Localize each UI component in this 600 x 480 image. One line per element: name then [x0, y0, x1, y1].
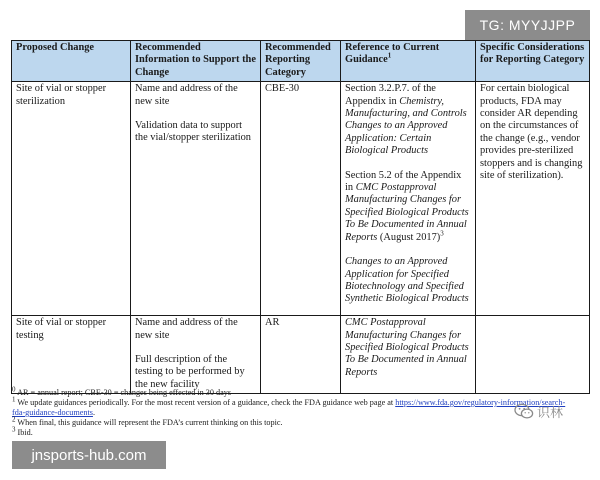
- cell-recommended-info: [131, 82, 261, 316]
- header-reference-guidance: [341, 41, 476, 82]
- header-proposed-change: Proposed Change: [12, 41, 131, 82]
- footnote-text: Ibid.: [17, 428, 33, 437]
- site-watermark-badge: jnsports-hub.com: [12, 441, 166, 469]
- cell-reference-guidance: [341, 316, 476, 394]
- wechat-watermark: [514, 400, 563, 422]
- header-recommended-info: Recommended Information to Support the Change: [131, 41, 261, 82]
- cell-specific-considerations: [476, 316, 590, 394]
- info-paragraph: Full description of the testing to be performed by the new facility: [135, 354, 245, 390]
- info-paragraph: Name and address of the new site: [135, 317, 238, 341]
- footnote-text: When final, this guidance will represent the FDA’s current thinking on this topic.: [17, 418, 283, 427]
- reference-date: (August 2017): [377, 231, 441, 243]
- header-reporting-category: Recommended Reporting Category: [261, 41, 341, 82]
- footnote-text: We update guidances periodically. For the most recent version of a guidance, check the FDA guidance web page at: [17, 398, 396, 407]
- table-row: [12, 316, 590, 394]
- cell-reporting-category: AR: [261, 316, 341, 394]
- guidance-table: [11, 40, 590, 394]
- reference-paragraph: [345, 83, 471, 157]
- table-row: [12, 82, 590, 316]
- cell-specific-considerations: For certain biological products, FDA may consider AR depending on the circumstances of the change (e.g., vendor provides pre-sterilized stoppers and is changing site of sterilization).: [476, 82, 590, 316]
- footnote-ref-1: 1: [387, 51, 392, 60]
- header-reference-label: Reference to Current Guidance: [345, 42, 440, 66]
- cell-recommended-info: [131, 316, 261, 394]
- footnote: [12, 385, 572, 398]
- reference-title: CMC Postapproval Manufacturing Changes for Specified Biological Products To Be Documented in Annual Reports: [345, 317, 469, 378]
- reference-title: Chemistry, Manufacturing, and Controls Changes to an Approved Application: Certain Biological Products: [345, 95, 467, 157]
- footnote: [12, 415, 572, 428]
- table-header-row: [12, 41, 590, 82]
- footnote-mark: 2: [12, 415, 16, 424]
- tg-watermark-badge: TG: MYYJJPP: [465, 10, 590, 40]
- cell-reporting-category: CBE-30: [261, 82, 341, 316]
- reference-text: Section 3.2.P.7. of the Appendix in: [345, 83, 436, 107]
- info-paragraph: Name and address of the new site: [135, 83, 238, 107]
- footnote-mark: 1: [12, 395, 16, 404]
- cell-proposed-change: Site of vial or stopper sterilization: [12, 82, 131, 316]
- footnote-ref-3: 3: [440, 229, 444, 238]
- cell-reference-guidance: [341, 82, 476, 316]
- reference-paragraph: [345, 170, 471, 244]
- footnote: [12, 395, 572, 418]
- footnote-mark: 3: [12, 425, 16, 434]
- reference-paragraph: [345, 317, 471, 379]
- reference-title: Changes to an Approved Application for Specified Biotechnology and Specified Synthetic Biological Products: [345, 256, 469, 305]
- footnote-text: AR = annual report; CBE-30 = changes being effected in 30 days: [17, 388, 232, 397]
- reference-title: CMC Postapproval Manufacturing Changes for Specified Biological Products To Be Documented in Annual Reports: [345, 182, 469, 243]
- footnotes: [12, 385, 572, 438]
- reference-paragraph: [345, 256, 471, 306]
- info-paragraph: Validation data to support the vial/stopper sterilization: [135, 120, 251, 144]
- fda-guidance-link[interactable]: https://www.fda.gov/regulatory-information/search-fda-guidance-documents: [12, 398, 566, 417]
- wechat-label: 识林: [537, 405, 564, 421]
- wechat-icon: [514, 403, 534, 420]
- reference-text: Section 5.2 of the Appendix in: [345, 169, 462, 194]
- footnote-text: .: [92, 408, 95, 417]
- cell-proposed-change: Site of vial or stopper testing: [12, 316, 131, 394]
- footnote: [12, 425, 572, 438]
- header-specific-considerations: Specific Considerations for Reporting Category: [476, 41, 590, 82]
- footnote-mark: 0: [12, 385, 16, 394]
